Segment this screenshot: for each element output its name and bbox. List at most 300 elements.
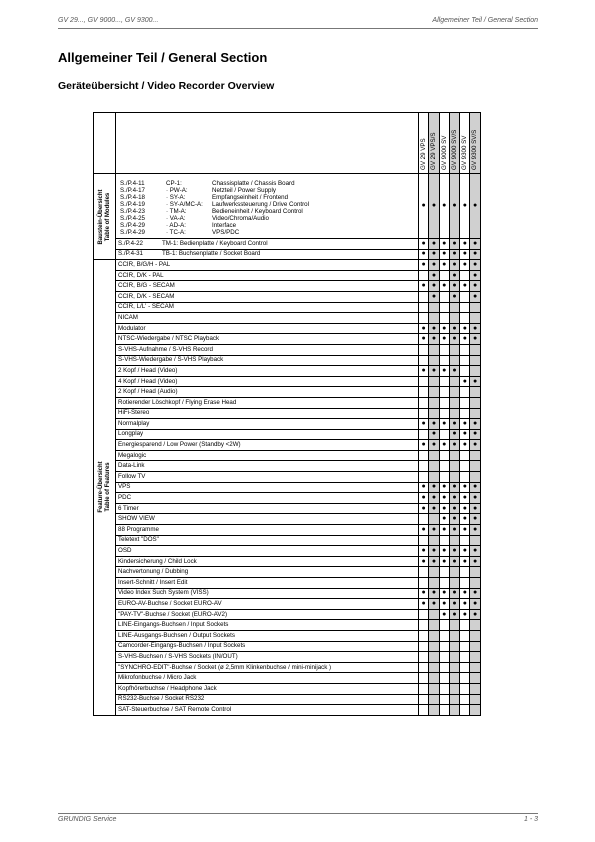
feature-mark xyxy=(460,662,470,673)
module-row-ref: S./P.4-22 xyxy=(118,239,143,247)
module-block xyxy=(118,174,418,238)
feature-mark: ● xyxy=(470,525,480,536)
feature-mark xyxy=(419,450,429,461)
footer-rule xyxy=(58,813,538,814)
feature-mark xyxy=(429,450,439,461)
feature-mark xyxy=(470,450,480,461)
feature-label: Kindersicherung / Child Lock xyxy=(116,556,419,567)
feature-mark: ● xyxy=(439,599,449,610)
feature-mark xyxy=(470,641,480,652)
feature-mark: ● xyxy=(429,525,439,536)
module-block-mark: ● xyxy=(470,174,480,239)
module-row-mark: ● xyxy=(419,239,429,250)
feature-mark xyxy=(439,567,449,578)
model-header-wrap xyxy=(440,113,449,173)
module-row-mark: ● xyxy=(449,249,459,260)
feature-mark: ● xyxy=(429,260,439,271)
module-abbr: CP-1: xyxy=(166,180,182,187)
feature-label: 2 Kopf / Head (Audio) xyxy=(116,387,419,398)
feature-mark xyxy=(460,366,470,377)
feature-mark xyxy=(460,578,470,589)
feature-label: S-VHS-Aufnahme / S-VHS Record xyxy=(116,344,419,355)
feature-mark xyxy=(470,683,480,694)
feature-mark xyxy=(449,535,459,546)
module-ref: S./P.4-18 xyxy=(120,194,145,201)
feature-mark xyxy=(470,673,480,684)
feature-mark: ● xyxy=(470,291,480,302)
feature-label: Modulator xyxy=(116,323,419,334)
module-abbr: · VA-A: xyxy=(166,215,186,222)
feature-label: VPS xyxy=(116,482,419,493)
module-desc: Laufwerkssteuerung / Drive Control xyxy=(212,201,309,208)
feature-mark xyxy=(449,408,459,419)
feature-mark: ● xyxy=(429,546,439,557)
feature-mark: ● xyxy=(439,482,449,493)
feature-mark xyxy=(429,302,439,313)
footer-left: GRUNDIG Service xyxy=(58,816,117,823)
model-header xyxy=(419,113,429,174)
feature-mark xyxy=(419,641,429,652)
feature-mark xyxy=(460,270,470,281)
feature-mark: ● xyxy=(429,556,439,567)
module-abbr: · SY-A/MC-A: xyxy=(166,201,203,208)
feature-label: S-VHS-Buchsen / S-VHS Sockets (IN/OUT) xyxy=(116,652,419,663)
feature-mark xyxy=(439,535,449,546)
feature-mark: ● xyxy=(449,599,459,610)
feature-mark xyxy=(470,652,480,663)
feature-mark xyxy=(439,578,449,589)
group-features xyxy=(94,260,116,716)
model-name: GV 9300 SV xyxy=(461,135,469,170)
feature-mark: ● xyxy=(439,588,449,599)
feature-mark xyxy=(449,683,459,694)
feature-mark xyxy=(470,694,480,705)
feature-mark xyxy=(439,694,449,705)
feature-label: Data-Link xyxy=(116,461,419,472)
page-title: Allgemeiner Teil / General Section xyxy=(58,50,268,65)
feature-mark xyxy=(460,620,470,631)
feature-mark xyxy=(460,535,470,546)
feature-mark xyxy=(470,355,480,366)
feature-mark xyxy=(470,461,480,472)
module-row-mark: ● xyxy=(460,239,470,250)
group-modules xyxy=(94,174,116,260)
feature-mark xyxy=(460,567,470,578)
feature-mark: ● xyxy=(449,334,459,345)
module-desc: Bedieneinheit / Keyboard Control xyxy=(212,208,303,215)
header-left: GV 29..., GV 9000..., GV 9300... xyxy=(58,17,159,24)
feature-mark xyxy=(460,387,470,398)
feature-mark: ● xyxy=(419,334,429,345)
feature-label: 6 Timer xyxy=(116,503,419,514)
feature-mark: ● xyxy=(439,440,449,451)
module-desc: Video/Chroma/Audio xyxy=(212,215,269,222)
feature-mark xyxy=(449,630,459,641)
feature-mark: ● xyxy=(470,334,480,345)
feature-label: OSD xyxy=(116,546,419,557)
feature-mark: ● xyxy=(439,609,449,620)
feature-mark xyxy=(439,620,449,631)
feature-label: 88 Programme xyxy=(116,525,419,536)
footer-right: 1 - 3 xyxy=(523,816,538,823)
feature-mark: ● xyxy=(419,323,429,334)
feature-mark xyxy=(419,683,429,694)
feature-mark: ● xyxy=(449,588,459,599)
feature-mark xyxy=(439,291,449,302)
feature-mark xyxy=(449,567,459,578)
feature-label: 2 Kopf / Head (Video) xyxy=(116,366,419,377)
model-name: GV 9000 SV/S xyxy=(450,129,458,170)
feature-mark: ● xyxy=(460,440,470,451)
feature-mark xyxy=(419,355,429,366)
feature-mark: ● xyxy=(470,556,480,567)
feature-mark: ● xyxy=(449,546,459,557)
feature-mark: ● xyxy=(460,419,470,430)
feature-label: NICAM xyxy=(116,313,419,324)
module-block-mark: ● xyxy=(449,174,459,239)
feature-mark: ● xyxy=(429,429,439,440)
feature-mark xyxy=(419,535,429,546)
feature-mark xyxy=(470,705,480,716)
feature-label: PDC xyxy=(116,493,419,504)
feature-label: Mikrofonbuchse / Micro Jack xyxy=(116,673,419,684)
group-modules-label: Baustein-Übersicht Table of Modules xyxy=(97,189,111,245)
feature-label: Nachvertonung / Dubbing xyxy=(116,567,419,578)
feature-mark xyxy=(470,620,480,631)
feature-mark: ● xyxy=(449,525,459,536)
feature-mark xyxy=(419,302,429,313)
module-abbr: · PW-A: xyxy=(166,187,188,194)
feature-mark xyxy=(449,450,459,461)
feature-mark xyxy=(429,408,439,419)
overview-table xyxy=(93,112,481,716)
feature-mark: ● xyxy=(460,503,470,514)
model-header-wrap xyxy=(470,113,479,173)
module-abbr: · AD-A: xyxy=(166,222,186,229)
feature-mark xyxy=(439,376,449,387)
feature-mark: ● xyxy=(470,588,480,599)
feature-mark: ● xyxy=(419,419,429,430)
feature-mark xyxy=(439,683,449,694)
feature-mark xyxy=(460,652,470,663)
feature-mark: ● xyxy=(449,514,459,525)
module-ref: S./P.4-11 xyxy=(120,180,145,187)
model-name: GV 9300 SV/S xyxy=(471,129,479,170)
feature-label: CCIR, B/G - SECAM xyxy=(116,281,419,292)
feature-mark: ● xyxy=(460,260,470,271)
module-row-mark: ● xyxy=(460,249,470,260)
feature-mark: ● xyxy=(460,429,470,440)
feature-label: HiFi-Stereo xyxy=(116,408,419,419)
model-header xyxy=(439,113,449,174)
model-header xyxy=(429,113,439,174)
feature-mark: ● xyxy=(470,514,480,525)
feature-mark: ● xyxy=(439,546,449,557)
feature-mark: ● xyxy=(429,599,439,610)
feature-mark xyxy=(449,355,459,366)
feature-mark xyxy=(449,673,459,684)
feature-mark xyxy=(460,683,470,694)
feature-mark xyxy=(449,620,459,631)
feature-header-cell xyxy=(116,113,419,174)
feature-mark: ● xyxy=(419,588,429,599)
module-row-text: TB-1: Buchsenplatte / Socket Board xyxy=(162,250,261,258)
feature-mark xyxy=(470,313,480,324)
feature-mark: ● xyxy=(429,323,439,334)
feature-mark xyxy=(439,302,449,313)
feature-label: Video Index Such System (VISS) xyxy=(116,588,419,599)
feature-mark xyxy=(419,630,429,641)
feature-mark xyxy=(470,397,480,408)
module-row-label xyxy=(116,249,419,260)
feature-label: Rotierender Löschkopf / Flying Erase Head xyxy=(116,397,419,408)
feature-mark: ● xyxy=(470,482,480,493)
feature-mark xyxy=(460,641,470,652)
module-refs xyxy=(120,180,164,236)
feature-mark xyxy=(439,673,449,684)
module-ref: S./P.4-25 xyxy=(120,215,145,222)
page-footer xyxy=(58,816,538,828)
model-name: GV 9000 SV xyxy=(440,135,448,170)
module-abbrs xyxy=(166,180,212,236)
feature-mark xyxy=(429,461,439,472)
feature-mark: ● xyxy=(439,323,449,334)
module-desc: VPS/PDC xyxy=(212,229,240,236)
feature-mark xyxy=(419,313,429,324)
feature-label: Normalplay xyxy=(116,419,419,430)
feature-mark xyxy=(470,535,480,546)
feature-mark xyxy=(439,397,449,408)
module-desc: Chassisplatte / Chassis Board xyxy=(212,180,295,187)
module-row-ref: S./P.4-31 xyxy=(118,250,143,258)
feature-mark: ● xyxy=(449,482,459,493)
feature-mark: ● xyxy=(449,366,459,377)
feature-mark: ● xyxy=(449,503,459,514)
module-desc: Interface xyxy=(212,222,237,229)
feature-mark: ● xyxy=(460,609,470,620)
feature-mark xyxy=(439,355,449,366)
feature-mark: ● xyxy=(460,281,470,292)
module-ref: S./P.4-23 xyxy=(120,208,145,215)
module-row-mark: ● xyxy=(439,249,449,260)
module-row-text: TM-1: Bedienplatte / Keyboard Control xyxy=(162,239,268,247)
feature-label: "PAY-TV"-Buchse / Socket (EURO-AV2) xyxy=(116,609,419,620)
model-name: GV 29 VPS/S xyxy=(430,132,438,170)
feature-mark: ● xyxy=(439,419,449,430)
feature-mark xyxy=(419,376,429,387)
feature-mark: ● xyxy=(460,323,470,334)
module-ref: S./P.4-19 xyxy=(120,201,145,208)
feature-mark xyxy=(429,662,439,673)
feature-mark: ● xyxy=(429,291,439,302)
feature-mark: ● xyxy=(439,556,449,567)
feature-mark xyxy=(460,630,470,641)
feature-mark: ● xyxy=(470,609,480,620)
feature-mark xyxy=(460,344,470,355)
feature-label: Kopfhörerbuchse / Headphone Jack xyxy=(116,683,419,694)
feature-mark xyxy=(439,461,449,472)
feature-mark: ● xyxy=(470,323,480,334)
module-row-mark: ● xyxy=(439,239,449,250)
module-row-mark: ● xyxy=(419,249,429,260)
module-block-mark: ● xyxy=(429,174,439,239)
feature-mark xyxy=(419,694,429,705)
feature-mark xyxy=(449,662,459,673)
feature-mark xyxy=(419,461,429,472)
feature-mark xyxy=(439,630,449,641)
module-ref: S./P.4-17 xyxy=(120,187,145,194)
module-descs xyxy=(212,180,309,236)
feature-mark xyxy=(460,694,470,705)
feature-label: "SYNCHRO-EDIT"-Buchse / Socket (ø 2,5mm Klinkenbuchse / mini-minijack ) xyxy=(116,662,419,673)
feature-mark xyxy=(419,270,429,281)
feature-mark xyxy=(419,567,429,578)
feature-label: LINE-Eingangs-Buchsen / Input Sockets xyxy=(116,620,419,631)
feature-mark: ● xyxy=(460,599,470,610)
feature-mark xyxy=(449,652,459,663)
feature-mark xyxy=(429,683,439,694)
module-row-mark: ● xyxy=(470,239,480,250)
feature-mark xyxy=(439,429,449,440)
feature-mark xyxy=(429,397,439,408)
feature-mark xyxy=(439,641,449,652)
module-block-mark: ● xyxy=(439,174,449,239)
feature-mark xyxy=(439,270,449,281)
feature-mark xyxy=(429,620,439,631)
feature-mark: ● xyxy=(439,366,449,377)
feature-label: Longplay xyxy=(116,429,419,440)
feature-mark xyxy=(429,355,439,366)
feature-mark xyxy=(419,397,429,408)
feature-label: Insert-Schnitt / Insert Edit xyxy=(116,578,419,589)
feature-mark xyxy=(449,302,459,313)
feature-mark xyxy=(449,705,459,716)
feature-mark xyxy=(439,472,449,483)
feature-mark xyxy=(429,514,439,525)
feature-mark xyxy=(429,694,439,705)
feature-mark: ● xyxy=(439,525,449,536)
feature-mark xyxy=(419,472,429,483)
feature-mark: ● xyxy=(449,429,459,440)
feature-mark xyxy=(460,291,470,302)
feature-mark xyxy=(460,313,470,324)
feature-mark: ● xyxy=(449,440,459,451)
feature-mark: ● xyxy=(419,440,429,451)
feature-mark: ● xyxy=(429,493,439,504)
feature-mark: ● xyxy=(460,482,470,493)
feature-mark xyxy=(419,673,429,684)
feature-mark: ● xyxy=(449,419,459,430)
module-abbr: · TC-A: xyxy=(166,229,186,236)
feature-mark: ● xyxy=(439,514,449,525)
feature-mark xyxy=(460,705,470,716)
feature-mark xyxy=(470,630,480,641)
feature-label: RS232-Buchse / Socket RS232 xyxy=(116,694,419,705)
feature-mark: ● xyxy=(449,281,459,292)
feature-mark xyxy=(429,705,439,716)
module-row-mark: ● xyxy=(429,239,439,250)
feature-mark: ● xyxy=(439,260,449,271)
module-row-mark: ● xyxy=(470,249,480,260)
feature-mark xyxy=(419,609,429,620)
feature-mark: ● xyxy=(429,334,439,345)
feature-mark xyxy=(449,344,459,355)
feature-mark xyxy=(419,408,429,419)
feature-mark xyxy=(439,662,449,673)
feature-mark xyxy=(449,694,459,705)
feature-mark xyxy=(429,567,439,578)
feature-mark: ● xyxy=(429,281,439,292)
feature-mark: ● xyxy=(429,270,439,281)
feature-mark xyxy=(439,387,449,398)
model-name: GV 29 VPS xyxy=(420,138,427,170)
model-header xyxy=(460,113,470,174)
feature-mark: ● xyxy=(449,493,459,504)
model-header-wrap xyxy=(419,113,428,173)
feature-mark xyxy=(460,673,470,684)
feature-mark xyxy=(429,313,439,324)
module-block-cell xyxy=(116,174,419,239)
feature-label: LINE-Ausgangs-Buchsen / Output Sockets xyxy=(116,630,419,641)
model-header xyxy=(470,113,480,174)
group-features-label: Feature-Übersicht Table of Features xyxy=(97,461,111,514)
model-header-wrap xyxy=(450,113,459,173)
feature-mark: ● xyxy=(439,334,449,345)
feature-mark xyxy=(460,302,470,313)
feature-mark xyxy=(449,376,459,387)
feature-mark xyxy=(449,313,459,324)
feature-mark: ● xyxy=(470,270,480,281)
module-block-mark: ● xyxy=(419,174,429,239)
feature-mark: ● xyxy=(449,270,459,281)
feature-label: EURO-AV-Buchse / Socket EURO-AV xyxy=(116,599,419,610)
feature-mark xyxy=(449,578,459,589)
module-desc: Netzteil / Power Supply xyxy=(212,187,276,194)
feature-mark: ● xyxy=(460,556,470,567)
module-desc: Empfangseinheit / Frontend xyxy=(212,194,289,201)
feature-mark xyxy=(449,397,459,408)
feature-mark: ● xyxy=(460,376,470,387)
feature-mark xyxy=(460,408,470,419)
module-row-mark: ● xyxy=(429,249,439,260)
feature-mark xyxy=(439,450,449,461)
feature-mark: ● xyxy=(419,546,429,557)
feature-mark xyxy=(460,472,470,483)
feature-mark: ● xyxy=(470,493,480,504)
feature-label: Energiesparend / Low Power (Standby <2W) xyxy=(116,440,419,451)
feature-mark: ● xyxy=(429,482,439,493)
feature-mark xyxy=(470,567,480,578)
feature-label: CCIR, D/K - PAL xyxy=(116,270,419,281)
module-abbr: · TM-A: xyxy=(166,208,187,215)
feature-label: NTSC-Wiedergabe / NTSC Playback xyxy=(116,334,419,345)
feature-mark xyxy=(449,461,459,472)
feature-mark xyxy=(470,578,480,589)
module-row-label xyxy=(116,239,419,250)
feature-mark: ● xyxy=(429,440,439,451)
feature-mark xyxy=(460,450,470,461)
feature-mark xyxy=(460,397,470,408)
feature-mark xyxy=(439,313,449,324)
feature-label: CCIR, L/L' - SECAM xyxy=(116,302,419,313)
feature-mark xyxy=(449,387,459,398)
feature-mark xyxy=(419,387,429,398)
feature-mark xyxy=(419,652,429,663)
feature-mark: ● xyxy=(470,429,480,440)
feature-mark: ● xyxy=(460,525,470,536)
feature-mark: ● xyxy=(419,260,429,271)
feature-mark xyxy=(470,408,480,419)
